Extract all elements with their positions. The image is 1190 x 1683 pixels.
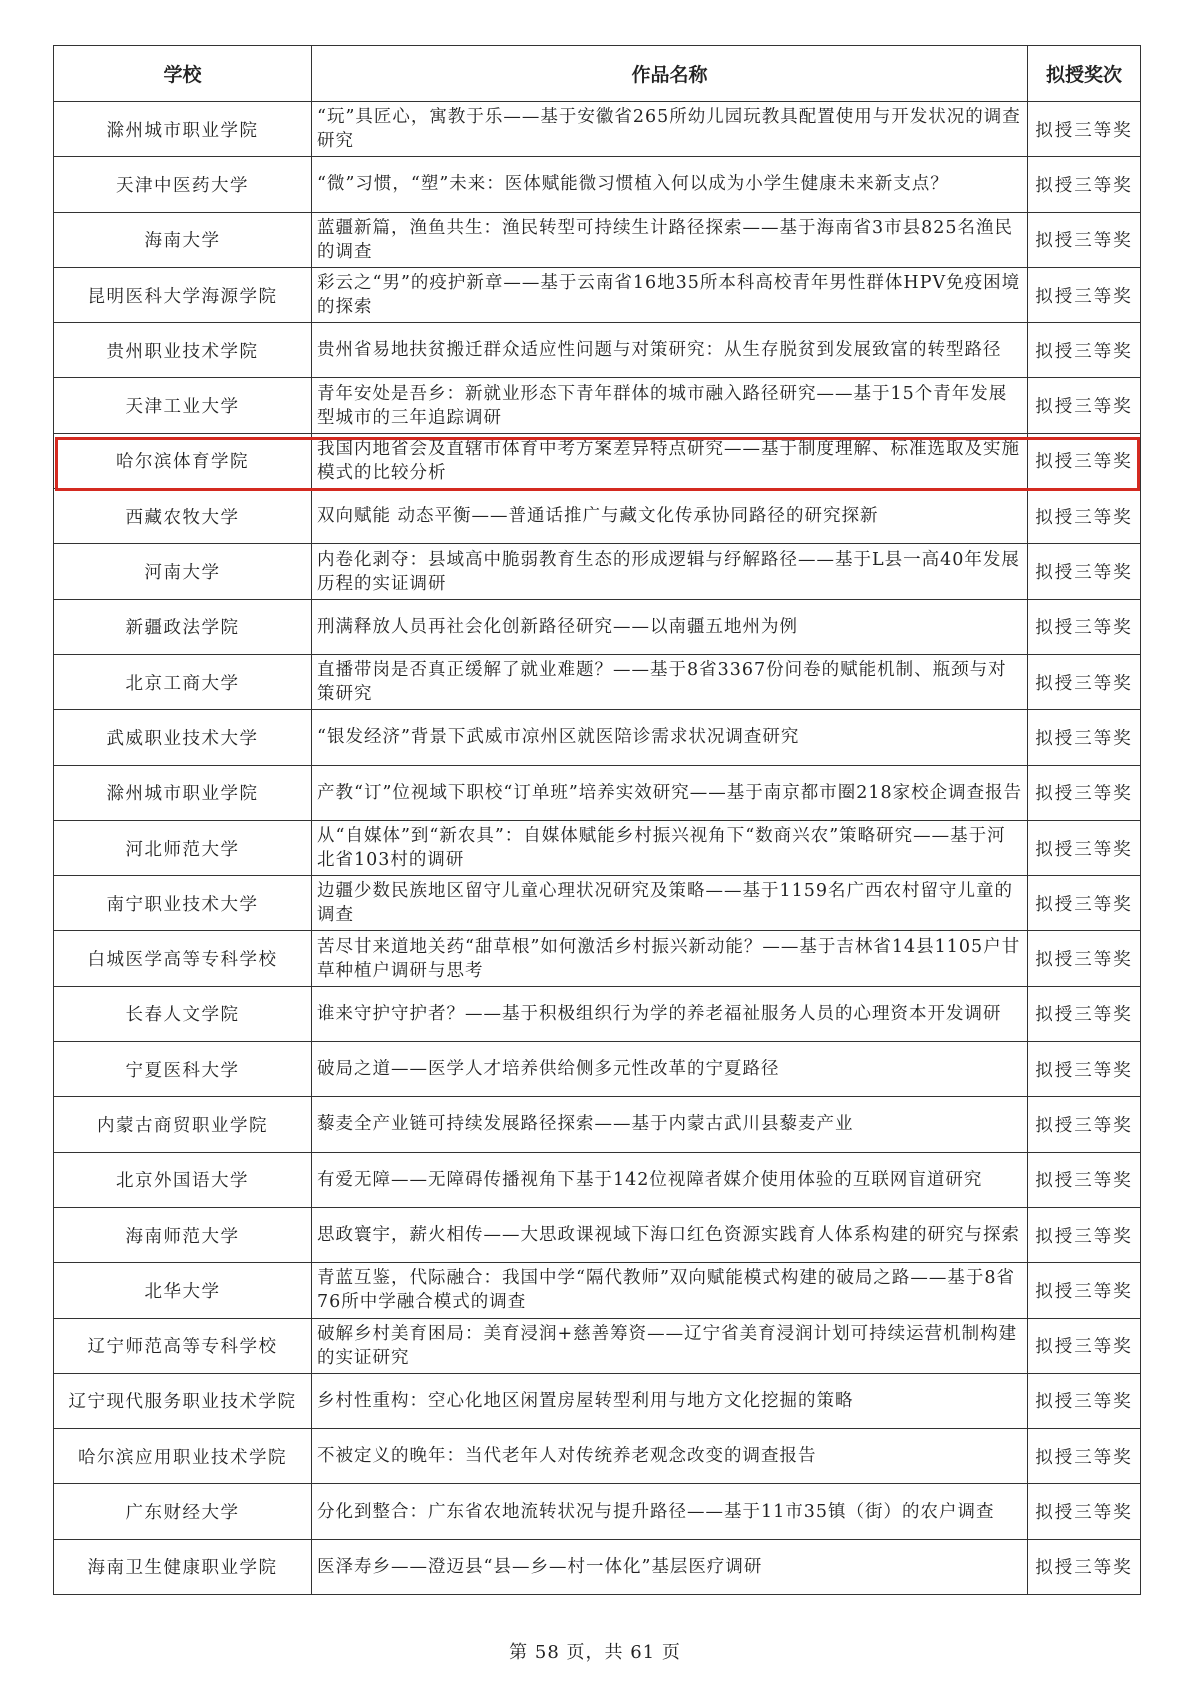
cell-award: 拟授三等奖 bbox=[1028, 1373, 1141, 1428]
cell-school: 北京外国语大学 bbox=[54, 1152, 312, 1207]
cell-award: 拟授三等奖 bbox=[1028, 1429, 1141, 1484]
cell-award: 拟授三等奖 bbox=[1028, 1539, 1141, 1594]
cell-title: 乡村性重构：空心化地区闲置房屋转型利用与地方文化挖掘的策略 bbox=[312, 1373, 1028, 1428]
table-row bbox=[54, 212, 1141, 267]
cell-title: 藜麦全产业链可持续发展路径探索——基于内蒙古武川县藜麦产业 bbox=[312, 1097, 1028, 1152]
cell-school: 海南师范大学 bbox=[54, 1207, 312, 1262]
cell-title: “玩”具匠心，寓教于乐——基于安徽省265所幼儿园玩教具配置使用与开发状况的调查研究 bbox=[312, 102, 1028, 157]
cell-school: 辽宁师范高等专科学校 bbox=[54, 1318, 312, 1373]
header-award: 拟授奖次 bbox=[1028, 46, 1141, 102]
cell-school: 哈尔滨应用职业技术学院 bbox=[54, 1429, 312, 1484]
table-row bbox=[54, 1318, 1141, 1373]
awards-table bbox=[53, 45, 1141, 1595]
cell-award: 拟授三等奖 bbox=[1028, 267, 1141, 322]
cell-title: 分化到整合：广东省农地流转状况与提升路径——基于11市35镇（街）的农户调查 bbox=[312, 1484, 1028, 1539]
table-row bbox=[54, 267, 1141, 322]
table-row bbox=[54, 820, 1141, 875]
table-row bbox=[54, 1539, 1141, 1594]
cell-title: 谁来守护守护者？——基于积极组织行为学的养老福祉服务人员的心理资本开发调研 bbox=[312, 986, 1028, 1041]
cell-title: 我国内地省会及直辖市体育中考方案差异特点研究——基于制度理解、标准选取及实施模式的比较分析 bbox=[312, 433, 1028, 488]
cell-title: “微”习惯，“塑”未来：医体赋能微习惯植入何以成为小学生健康未来新支点？ bbox=[312, 157, 1028, 212]
table-row bbox=[54, 102, 1141, 157]
table-row bbox=[54, 544, 1141, 599]
cell-school: 南宁职业技术大学 bbox=[54, 876, 312, 931]
cell-award: 拟授三等奖 bbox=[1028, 1263, 1141, 1318]
cell-award: 拟授三等奖 bbox=[1028, 765, 1141, 820]
cell-title: 蓝疆新篇，渔鱼共生：渔民转型可持续生计路径探索——基于海南省3市县825名渔民的调查 bbox=[312, 212, 1028, 267]
cell-school: 白城医学高等专科学校 bbox=[54, 931, 312, 986]
cell-school: 昆明医科大学海源学院 bbox=[54, 267, 312, 322]
cell-title: 青年安处是吾乡：新就业形态下青年群体的城市融入路径研究——基于15个青年发展型城市的三年追踪调研 bbox=[312, 378, 1028, 433]
cell-title: 破解乡村美育困局：美育浸润+慈善筹资——辽宁省美育浸润计划可持续运营机制构建的实证研究 bbox=[312, 1318, 1028, 1373]
cell-school: 河南大学 bbox=[54, 544, 312, 599]
cell-school: 贵州职业技术学院 bbox=[54, 323, 312, 378]
cell-award: 拟授三等奖 bbox=[1028, 489, 1141, 544]
cell-title: 医泽寿乡——澄迈县“县—乡—村一体化”基层医疗调研 bbox=[312, 1539, 1028, 1594]
cell-award: 拟授三等奖 bbox=[1028, 1318, 1141, 1373]
cell-school: 北华大学 bbox=[54, 1263, 312, 1318]
cell-school: 西藏农牧大学 bbox=[54, 489, 312, 544]
cell-school: 滁州城市职业学院 bbox=[54, 765, 312, 820]
cell-school: 内蒙古商贸职业学院 bbox=[54, 1097, 312, 1152]
page-footer: 第 58 页，共 61 页 bbox=[509, 1642, 681, 1663]
cell-title: 苦尽甘来道地关药“甜草根”如何激活乡村振兴新动能？——基于吉林省14县1105户甘草种植户调研与思考 bbox=[312, 931, 1028, 986]
table-row bbox=[54, 654, 1141, 709]
cell-award: 拟授三等奖 bbox=[1028, 654, 1141, 709]
table-row bbox=[54, 986, 1141, 1041]
cell-award: 拟授三等奖 bbox=[1028, 378, 1141, 433]
cell-title: 刑满释放人员再社会化创新路径研究——以南疆五地州为例 bbox=[312, 599, 1028, 654]
cell-school: 广东财经大学 bbox=[54, 1484, 312, 1539]
cell-title: 直播带岗是否真正缓解了就业难题？——基于8省3367份问卷的赋能机制、瓶颈与对策研究 bbox=[312, 654, 1028, 709]
cell-title: “银发经济”背景下武威市凉州区就医陪诊需求状况调查研究 bbox=[312, 710, 1028, 765]
cell-award: 拟授三等奖 bbox=[1028, 212, 1141, 267]
cell-title: 从“自媒体”到“新农具”：自媒体赋能乡村振兴视角下“数商兴农”策略研究——基于河北省103村的调研 bbox=[312, 820, 1028, 875]
cell-award: 拟授三等奖 bbox=[1028, 1152, 1141, 1207]
table-row bbox=[54, 710, 1141, 765]
cell-award: 拟授三等奖 bbox=[1028, 1207, 1141, 1262]
cell-school: 长春人文学院 bbox=[54, 986, 312, 1041]
cell-school: 海南卫生健康职业学院 bbox=[54, 1539, 312, 1594]
table-row bbox=[54, 765, 1141, 820]
cell-school: 天津中医药大学 bbox=[54, 157, 312, 212]
table-row bbox=[54, 1429, 1141, 1484]
cell-award: 拟授三等奖 bbox=[1028, 323, 1141, 378]
table-row bbox=[54, 876, 1141, 931]
cell-award: 拟授三等奖 bbox=[1028, 433, 1141, 488]
table-row bbox=[54, 323, 1141, 378]
header-row bbox=[54, 46, 1141, 102]
cell-title: 思政寰宇，薪火相传——大思政课视域下海口红色资源实践育人体系构建的研究与探索 bbox=[312, 1207, 1028, 1262]
cell-award: 拟授三等奖 bbox=[1028, 1042, 1141, 1097]
cell-title: 产教“订”位视域下职校“订单班”培养实效研究——基于南京都市圈218家校企调查报告 bbox=[312, 765, 1028, 820]
cell-title: 有爱无障——无障碍传播视角下基于142位视障者媒介使用体验的互联网盲道研究 bbox=[312, 1152, 1028, 1207]
cell-award: 拟授三等奖 bbox=[1028, 876, 1141, 931]
cell-title: 内卷化剥夺：县域高中脆弱教育生态的形成逻辑与纾解路径——基于L县一高40年发展历程的实证调研 bbox=[312, 544, 1028, 599]
cell-school: 北京工商大学 bbox=[54, 654, 312, 709]
table-row bbox=[54, 1152, 1141, 1207]
cell-school: 天津工业大学 bbox=[54, 378, 312, 433]
cell-award: 拟授三等奖 bbox=[1028, 931, 1141, 986]
table-row bbox=[54, 157, 1141, 212]
table-row bbox=[54, 1042, 1141, 1097]
table-row bbox=[54, 931, 1141, 986]
table-row bbox=[54, 1263, 1141, 1318]
table-row bbox=[54, 1097, 1141, 1152]
cell-award: 拟授三等奖 bbox=[1028, 157, 1141, 212]
cell-title: 不被定义的晚年：当代老年人对传统养老观念改变的调查报告 bbox=[312, 1429, 1028, 1484]
header-title: 作品名称 bbox=[312, 46, 1028, 102]
cell-award: 拟授三等奖 bbox=[1028, 1097, 1141, 1152]
cell-award: 拟授三等奖 bbox=[1028, 986, 1141, 1041]
cell-award: 拟授三等奖 bbox=[1028, 599, 1141, 654]
table-row bbox=[54, 1484, 1141, 1539]
cell-title: 边疆少数民族地区留守儿童心理状况研究及策略——基于1159名广西农村留守儿童的调查 bbox=[312, 876, 1028, 931]
cell-school: 新疆政法学院 bbox=[54, 599, 312, 654]
cell-award: 拟授三等奖 bbox=[1028, 710, 1141, 765]
cell-school: 辽宁现代服务职业技术学院 bbox=[54, 1373, 312, 1428]
cell-school: 哈尔滨体育学院 bbox=[54, 433, 312, 488]
cell-title: 彩云之“男”的疫护新章——基于云南省16地35所本科高校青年男性群体HPV免疫困境的探索 bbox=[312, 267, 1028, 322]
cell-school: 河北师范大学 bbox=[54, 820, 312, 875]
cell-school: 武威职业技术大学 bbox=[54, 710, 312, 765]
table-body bbox=[54, 102, 1141, 1595]
cell-title: 青蓝互鉴，代际融合：我国中学“隔代教师”双向赋能模式构建的破局之路——基于8省76所中学融合模式的调查 bbox=[312, 1263, 1028, 1318]
table-row bbox=[54, 1207, 1141, 1262]
cell-title: 双向赋能 动态平衡——普通话推广与藏文化传承协同路径的研究探新 bbox=[312, 489, 1028, 544]
table-row bbox=[54, 599, 1141, 654]
table-row bbox=[54, 433, 1141, 488]
cell-title: 破局之道——医学人才培养供给侧多元性改革的宁夏路径 bbox=[312, 1042, 1028, 1097]
header-school: 学校 bbox=[54, 46, 312, 102]
cell-award: 拟授三等奖 bbox=[1028, 1484, 1141, 1539]
cell-award: 拟授三等奖 bbox=[1028, 102, 1141, 157]
cell-award: 拟授三等奖 bbox=[1028, 820, 1141, 875]
table-row bbox=[54, 1373, 1141, 1428]
cell-award: 拟授三等奖 bbox=[1028, 544, 1141, 599]
table-row bbox=[54, 378, 1141, 433]
table-row bbox=[54, 489, 1141, 544]
cell-school: 宁夏医科大学 bbox=[54, 1042, 312, 1097]
cell-title: 贵州省易地扶贫搬迁群众适应性问题与对策研究：从生存脱贫到发展致富的转型路径 bbox=[312, 323, 1028, 378]
cell-school: 海南大学 bbox=[54, 212, 312, 267]
cell-school: 滁州城市职业学院 bbox=[54, 102, 312, 157]
